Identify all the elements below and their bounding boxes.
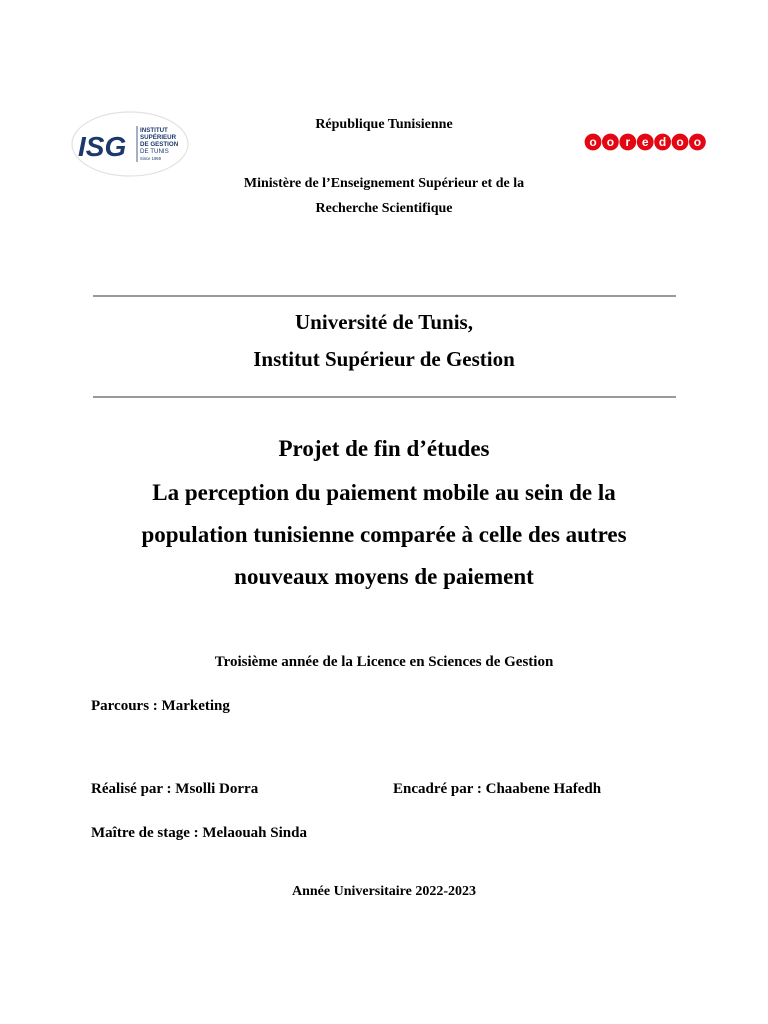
ministry-line-1: Ministère de l’Enseignement Supérieur et de la bbox=[243, 176, 525, 191]
university-name: Université de Tunis, bbox=[295, 310, 473, 334]
project-type: Projet de fin d’études bbox=[278, 436, 490, 461]
country-heading: République Tunisienne bbox=[315, 117, 453, 132]
isg-text-line: SUPÉRIEUR bbox=[140, 134, 177, 141]
author-label: Réalisé par : Msolli Dorra bbox=[91, 781, 259, 797]
ooredoo-letter: o bbox=[676, 135, 684, 149]
isg-text-line: DE GESTION bbox=[140, 141, 179, 148]
degree-label: Troisième année de la Licence en Sciences de Gestion bbox=[214, 654, 554, 670]
divider-bottom bbox=[93, 396, 676, 398]
ministry-line-2: Recherche Scientifique bbox=[315, 201, 453, 216]
divider-top bbox=[93, 295, 676, 297]
supervisor-label: Encadré par : Chaabene Hafedh bbox=[393, 781, 602, 797]
project-title-line: population tunisienne comparée à celle des autres bbox=[141, 522, 627, 547]
internship-supervisor-label: Maître de stage : Melaouah Sinda bbox=[91, 825, 307, 841]
isg-mark: ISG bbox=[78, 131, 127, 162]
institute-name: Institut Supérieur de Gestion bbox=[253, 347, 515, 371]
track-label: Parcours : Marketing bbox=[91, 698, 230, 714]
isg-text-line: DE TUNIS bbox=[140, 148, 169, 155]
isg-text-line: INSTITUT bbox=[140, 127, 168, 134]
ooredoo-letter: e bbox=[641, 135, 649, 149]
project-title-line: nouveaux moyens de paiement bbox=[234, 564, 534, 589]
ooredoo-logo bbox=[584, 132, 708, 152]
ooredoo-letter: d bbox=[658, 135, 667, 149]
ooredoo-letter: o bbox=[693, 135, 702, 149]
isg-text-line: Since 1969 bbox=[140, 156, 161, 161]
ooredoo-letter: r bbox=[625, 135, 631, 149]
ooredoo-letter: o bbox=[606, 135, 615, 149]
academic-year: Année Universitaire 2022-2023 bbox=[291, 884, 477, 899]
project-title-line: La perception du paiement mobile au sein de la bbox=[152, 480, 616, 505]
ooredoo-letter: o bbox=[589, 135, 597, 149]
